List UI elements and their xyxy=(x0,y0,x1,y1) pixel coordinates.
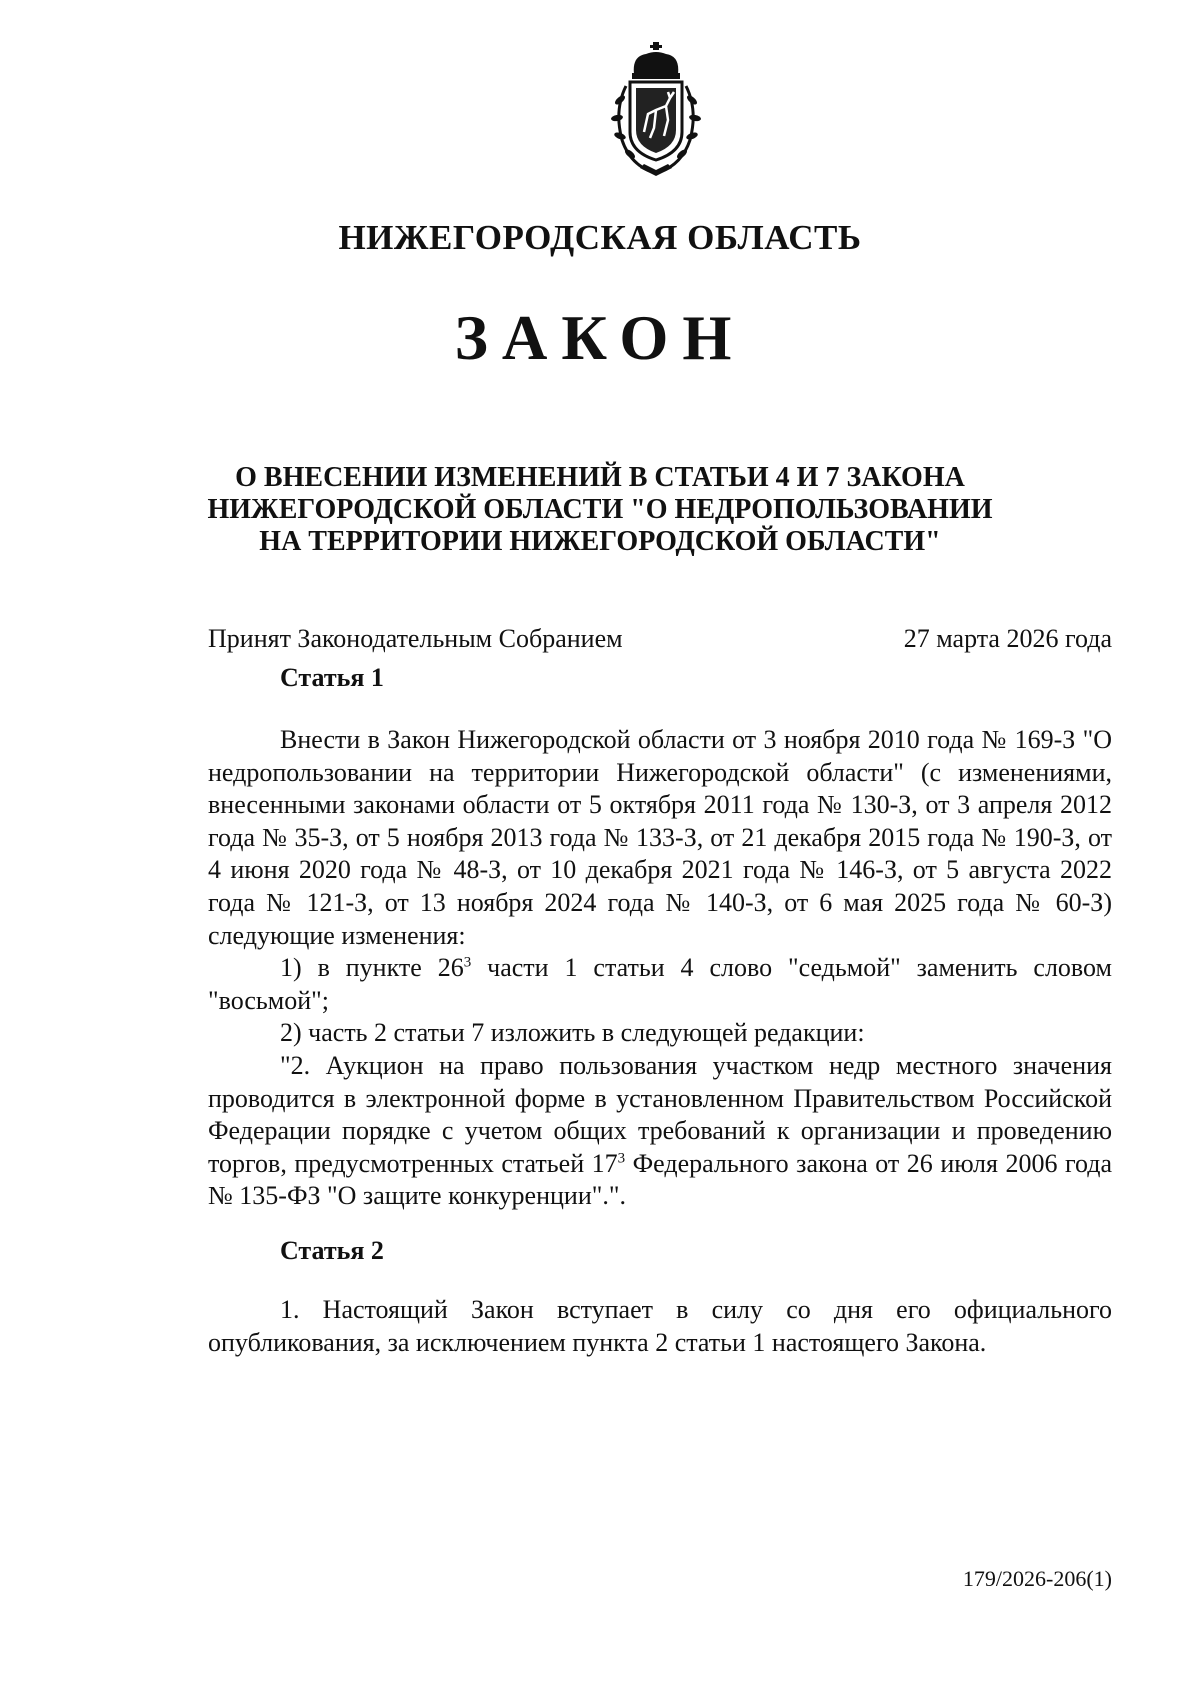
article-1-item-2: 2) часть 2 статьи 7 изложить в следующей редакции: xyxy=(280,1018,865,1048)
article-1-item-1: 1) в пункте $26^3$ части 1 статьи 4 слово "седьмой" заменить словом "восьмой"; xyxy=(208,953,1112,1015)
document-type-title: ЗАКОН xyxy=(454,303,746,373)
article-1-quoted-text: "2. Аукцион на право пользования участком недр местного значения проводится в электронной форме в установленном Правительством Российской Федерации порядке с учетом общих требований к организации и проведению торгов, предусмотренных статьей $17^3$ Федерального закона от 26 июля 2006 года № 135-ФЗ "О защите конкуренции".". xyxy=(208,1050,1112,1211)
coat-of-arms-emblem xyxy=(596,40,716,180)
region-name: НИЖЕГОРОДСКАЯ ОБЛАСТЬ xyxy=(338,218,862,257)
article-2-paragraph-1: 1. Настоящий Закон вступает в силу со дня его официального опубликования, за исключением пункта 2 статьи 1 настоящего Закона. xyxy=(208,1295,1112,1357)
article-2-body xyxy=(208,1294,1112,1359)
adoption-date: 27 марта 2026 года xyxy=(903,624,1112,653)
law-subject-title: О ВНЕСЕНИИ ИЗМЕНЕНИЙ В СТАТЬИ 4 И 7 ЗАКОНА НИЖЕГОРОДСКОЙ ОБЛАСТИ "О НЕДРОПОЛЬЗОВАНИИ НА ТЕРРИТОРИИ НИЖЕГОРОДСКОЙ ОБЛАСТИ" xyxy=(207,462,993,557)
article-1-heading: Статья 1 xyxy=(280,663,384,692)
document-registration-number: 179/2026-206(1) xyxy=(962,1566,1112,1591)
adoption-label: Принят Законодательным Собранием xyxy=(208,624,623,653)
article-1-intro: Внести в Закон Нижегородской области от 3 ноября 2010 года № 169-З "О недропользовании на территории Нижегородской области" (с изменениями, внесенными законами области от 5 октября 2011 года № 130-З, от 3 апреля 2012 года № 35-З, от 5 ноября 2013 года № 133-З, от 21 декабря 2015 года № 190-З, от 4 июня 2020 года № 48-З, от 10 декабря 2021 года № 146-З, от 5 августа 2022 года № 121-З, от 13 ноября 2024 года № 140-З, от 6 мая 2025 года № 60-З) следующие изменения: xyxy=(208,725,1112,950)
article-2-heading: Статья 2 xyxy=(280,1236,384,1265)
article-1-body xyxy=(208,724,1112,1213)
